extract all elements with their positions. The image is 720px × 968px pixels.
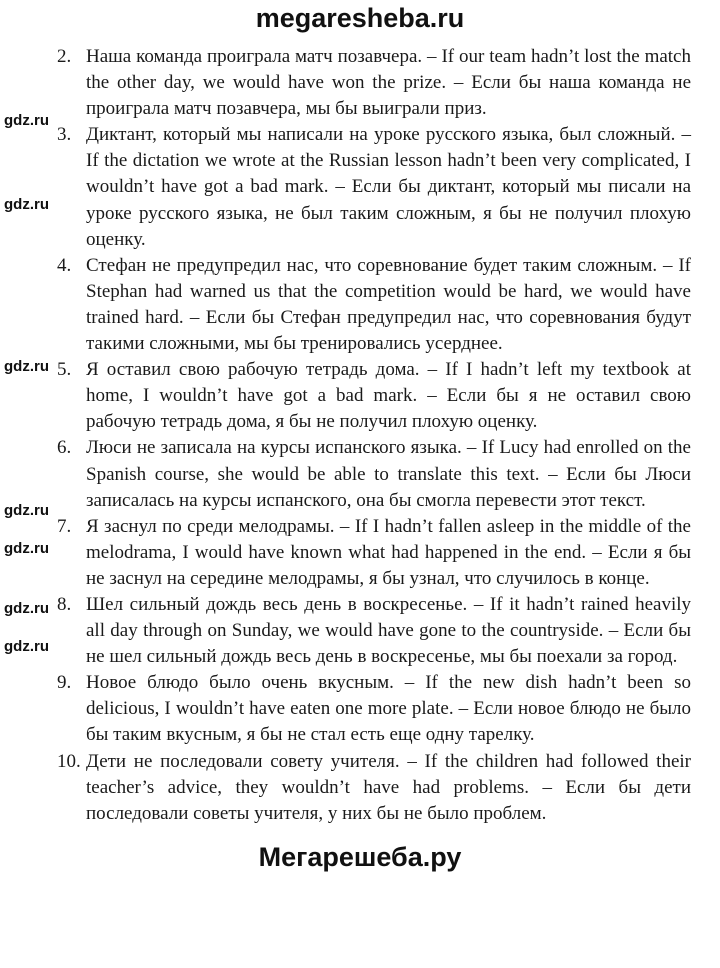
item-number: 2.	[57, 46, 72, 67]
site-footer: Мегарешеба.ру	[258, 841, 462, 872]
watermark: gdz.ru	[4, 358, 49, 375]
item-text: Шел сильный дождь весь день в воскресенье. – If it hadn’t rained heavily all day through on Sunday, we would have gone to the countryside. – Если бы не шел сильный дождь весь день в воскресенье, мы бы поехали за город.	[86, 593, 691, 668]
item-text: Люси не записала на курсы испанского языка. – If Lucy had enrolled on the Spanish course, she would be able to translate this text. – Если бы Люси записалась на курсы испанского, она бы смогла перевести этот текст.	[86, 437, 691, 511]
list-item	[57, 514, 691, 592]
list-item	[57, 435, 691, 513]
list-item	[57, 357, 691, 435]
site-header: megaresheba.ru	[255, 3, 465, 33]
item-text: Наша команда проиграла матч позавчера. – If our team hadn’t lost the match the other day, we would have won the prize. – Если бы наша команда не проиграла матч позавчера, мы бы выиграли приз.	[86, 46, 691, 120]
item-text: Диктант, который мы написали на уроке русского языка, был сложный. – If the dictation we wrote at the Russian lesson hadn’t been very complicated, I wouldn’t have got a bad mark. – Если бы диктант, который мы писали на уроке русского языка, не был таким сложным, я бы не получил плохую оценку.	[86, 124, 691, 250]
item-number: 10.	[57, 750, 81, 772]
watermark: gdz.ru	[4, 112, 49, 129]
watermark: gdz.ru	[4, 540, 49, 557]
item-number: 8.	[57, 593, 72, 615]
list-item	[57, 44, 691, 122]
item-text: Я заснул по среди мелодрамы. – If I hadn’t fallen asleep in the middle of the melodrama, I would have known what had happened in the end. – Если я бы не заснул на середине мелодрамы, я бы узнал, что случилось в конце.	[86, 515, 691, 589]
list-item	[57, 749, 691, 827]
watermark: gdz.ru	[4, 600, 49, 617]
item-number: 6.	[57, 437, 72, 459]
item-number: 3.	[57, 124, 72, 146]
list-item	[57, 670, 691, 748]
watermark: gdz.ru	[4, 196, 49, 213]
watermark: gdz.ru	[4, 638, 49, 655]
list-item	[57, 122, 691, 252]
item-text: Дети не последовали совету учителя. – If the children had followed their teacher’s advice, they wouldn’t have had problems. – Если бы дети последовали советы учителя, у них бы не было проблем.	[86, 750, 691, 824]
item-number: 9.	[57, 672, 72, 694]
item-number: 4.	[57, 254, 72, 276]
item-number: 7.	[57, 515, 72, 537]
item-text: Я оставил свою рабочую тетрадь дома. – If I hadn’t left my textbook at home, I wouldn’t have got a bad mark. – Если бы я не оставил свою рабочую тетрадь дома, я бы не получил плохую оценку.	[86, 359, 691, 433]
item-text: Стефан не предупредил нас, что соревнование будет таким сложным. – If Stephan had warned us that the competition would be hard, we would have trained hard. – Если бы Стефан предупредил нас, что соревнования будут такими сложными, мы бы тренировались усерднее.	[86, 254, 691, 355]
item-number: 5.	[57, 359, 72, 381]
list-item	[57, 592, 691, 670]
answer-list	[57, 44, 691, 827]
item-text: Новое блюдо было очень вкусным. – If the new dish hadn’t been so delicious, I wouldn’t have eaten one more plate. – Если новое блюдо не было бы таким вкусным, я бы не стал есть еще одну тарелку.	[86, 672, 691, 746]
list-item	[57, 253, 691, 357]
watermark: gdz.ru	[4, 502, 49, 519]
